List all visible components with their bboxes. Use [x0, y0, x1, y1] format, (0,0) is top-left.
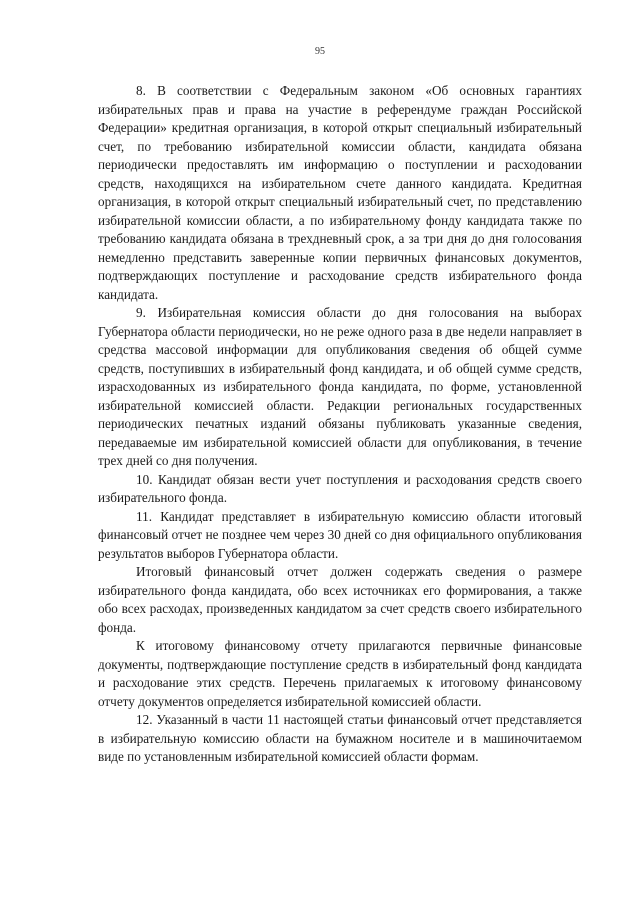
- paragraph-11-report-contents: Итоговый финансовый отчет должен содержать сведения о размере избирательного фонда кандидата, обо всех источниках его формирования, а также обо всех расходах, произведенных кандидатом за счет средств своего избирательного фонда.: [98, 564, 582, 635]
- paragraph-11: 11. Кандидат представляет в избирательную комиссию области итоговый финансовый отчет не позднее чем через 30 дней со дня официального опубликования результатов выборов Губернатора области.: [98, 508, 582, 561]
- paragraph-12: 12. Указанный в части 11 настоящей статьи финансовый отчет представляется в избирательную комиссию области на бумажном носителе и в машиночитаемом виде по установленным избирательной комиссией области формам.: [98, 712, 582, 764]
- paragraph-11-attachments: К итоговому финансовому отчету прилагаются первичные финансовые документы, подтверждающие поступление средств в избирательный фонд кандидата и расходование этих средств. Перечень прилагаемых к итоговому финансовому отчету документов определяется избирательной комиссией области.: [98, 638, 582, 709]
- paragraph-9: 9. Избирательная комиссия области до дня голосования на выборах Губернатора области периодически, но не реже одного раза в две недели направляет в средства массовой информации для опубликования сведения об общей сумме средств, поступивших в избирательный фонд кандидата, и об общей сумме средств, израсходованных из избирательного фонда кандидата, по форме, установленной избирательной комиссией области. Редакции региональных государственных периодических печатных изданий обязаны публиковать указанные сведения, передаваемые им избирательной комиссией области для опубликования, в течение трех дней со дня получения.: [98, 305, 582, 468]
- page-number: 95: [315, 46, 325, 57]
- paragraph-8: 8. В соответствии с Федеральным законом «Об основных гарантиях избирательных прав и права на участие в референдуме граждан Российской Федерации» кредитная организация, в которой открыт специальный избирательный счет, по требованию избирательной комиссии области, кандидата обязана периодически предоставлять им информацию о поступлении и расходовании средств, находящихся на избирательном счете данного кандидата. Кредитная организация, в которой открыт специальный избирательный счет, по представлению избирательной комиссии области, а по избирательному фонду кандидата также по требованию кандидата обязана в трехдневный срок, а за три дня до дня голосования немедленно представить заверенные копии первичных финансовых документов, подтверждающих поступление и расходование средств избирательного фонда кандидата.: [98, 83, 582, 302]
- paragraph-10: 10. Кандидат обязан вести учет поступления и расходования средств своего избирательного фонда.: [98, 471, 582, 505]
- document-body: [98, 82, 582, 767]
